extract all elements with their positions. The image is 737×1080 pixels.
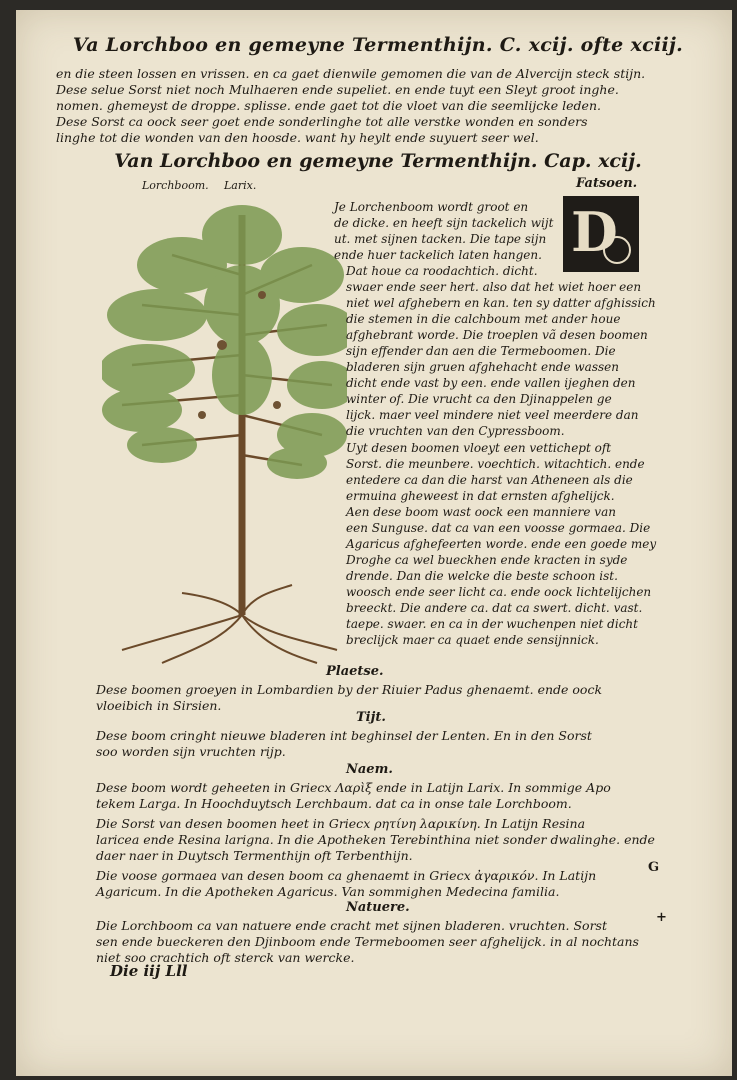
intro-line: nomen. ghemeyst de droppe. splisse. ende gaet tot die vloet van die seemlijcke leden. [56, 98, 601, 113]
body-line: ermuina gheweest in dat ernsten afghelijck. [346, 489, 615, 503]
body-line: Droghe ca wel bueckhen ende kracten in syde [346, 553, 628, 567]
body-line: niet soo crachtich oft sterck van wercke. [96, 950, 355, 965]
body-line: Aen dese boom wast oock een manniere van [346, 505, 616, 519]
body-line: swaer ende seer hert. also dat het wiet hoer een [346, 280, 642, 294]
body-line: Dese boom wordt geheeten in Griecx Λαρὶξ ende in Latijn Larix. In sommige Apo [96, 780, 611, 795]
body-line: ende huer tackelich laten hangen. [334, 248, 542, 262]
body-line: woosch ende seer licht ca. ende oock lichtelijchen [346, 585, 652, 599]
body-line: een Sunguse. dat ca van een voosse gormaea. Die [346, 521, 651, 535]
larch-tree-illustration [102, 195, 347, 665]
body-line: lijck. maer veel mindere niet veel meerdere dan [346, 408, 639, 422]
section-naem: Naem. [346, 762, 393, 777]
body-line: Die voose gormaea van desen boom ca ghenaemt in Griecx ἀγαρικόν. In Latijn [96, 868, 597, 883]
body-line: breclijck maer ca quaet ende sensijnnick. [346, 633, 599, 647]
section-tijt: Tijt. [356, 710, 386, 725]
intro-line: Dese selue Sorst niet noch Mulhaeren ende supeliet. en ende tuyt een Sleyt groot inghe. [56, 82, 619, 97]
body-line: breeckt. Die andere ca. dat ca swert. dicht. vast. [346, 601, 643, 615]
body-line: Sorst. die meunbere. voechtich. witachtich. ende [346, 457, 645, 471]
body-line: tekem Larga. In Hoochduytsch Lerchbaum. dat ca in onse tale Lorchboom. [96, 796, 572, 811]
body-line: vloeibich in Sirsien. [96, 698, 222, 713]
body-line: die stemen in die calchboum met ander houe [346, 312, 621, 326]
body-line: Dese boom cringht nieuwe bladeren int beghinsel der Lenten. En in den Sorst [96, 728, 592, 743]
running-head: Va Lorchboo en gemeyne Termenthijn. C. xcij. ofte xciij. [72, 34, 684, 56]
ornament-icon [603, 236, 631, 264]
body-line: laricea ende Resina larigna. In die Apotheken Terebinthina niet sonder dwalinghe. ende [96, 832, 655, 847]
body-line: afghebrant worde. Die troeplen vã desen boomen [346, 328, 648, 342]
section-fatsoen: Fatsoen. [576, 176, 638, 191]
body-line: daer naer in Duytsch Termenthijn oft Terbenthijn. [96, 848, 413, 863]
body-line: de dicke. en heeft sijn tackelich wijt [334, 216, 554, 230]
intro-line: en die steen lossen en vrissen. en ca gaet dienwile gemomen die van de Alvercijn steck stijn. [56, 66, 646, 81]
body-line: taepe. swaer. en ca in der wuchenpen niet dicht [346, 617, 638, 631]
section-natuere: Natuere. [346, 900, 410, 915]
body-line: drende. Dan die welcke die beste schoon ist. [346, 569, 618, 583]
initial-letter: D [571, 200, 618, 264]
intro-line: Dese Sorst ca oock seer goet ende sonderlinghe tot alle verstke wonden en sonders [56, 114, 588, 129]
body-line: sen ende bueckeren den Djinboom ende Termeboomen seer afghelijck. in al nochtans [96, 934, 639, 949]
intro-line: linghe tot die wonden van den hoosde. want hy heylt ende suyuert seer wel. [56, 130, 539, 145]
body-line: Die Sorst van desen boomen heet in Griecx ρητίνη λαρικίνη. In Latijn Resina [96, 816, 586, 831]
margin-mark: + [656, 910, 667, 925]
body-line: Dese boomen groeyen in Lombardien by der Riuier Padus ghenaemt. ende oock [96, 682, 603, 697]
body-line: Uyt desen boomen vloeyt een vettichept oft [346, 441, 612, 455]
page-signature: Die iij Lll [110, 962, 188, 980]
book-page [16, 10, 732, 1076]
latin-name: Larix. [224, 179, 257, 192]
body-line: Die Lorchboom ca van natuere ende cracht met sijnen bladeren. vruchten. Sorst [96, 918, 607, 933]
margin-mark: G [648, 860, 660, 875]
body-line: winter of. Die vrucht ca den Djinappelen ge [346, 392, 612, 406]
body-line: bladeren sijn gruen afghehacht ende wassen [346, 360, 619, 374]
decorated-initial [563, 196, 639, 272]
body-line: die vruchten van den Cypressboom. [346, 424, 565, 438]
section-plaetse: Plaetse. [326, 664, 384, 679]
body-line: Agaricus afghefeerten worde. ende een goede mey [346, 537, 657, 551]
body-line: Je Lorchenboom wordt groot en [334, 200, 529, 214]
body-line: ut. met sijnen tacken. Die tape sijn [334, 232, 547, 246]
body-line: entedere ca dan die harst van Atheneen als die [346, 473, 633, 487]
body-line: dicht ende vast by een. ende vallen ijeghen den [346, 376, 636, 390]
chapter-title: Van Lorchboo en gemeyne Termenthijn. Cap. xcij. [114, 150, 642, 172]
body-line: Dat houe ca roodachtich. dicht. [346, 264, 538, 278]
body-line: niet wel afghebern en kan. ten sy datter afghissich [346, 296, 656, 310]
body-line: sijn effender dan aen die Termeboomen. Die [346, 344, 616, 358]
body-line: soo worden sijn vruchten rijp. [96, 744, 286, 759]
body-line: Agaricum. In die Apotheken Agaricus. Van sommighen Medecina familia. [96, 884, 560, 899]
dutch-name: Lorchboom. [142, 179, 209, 192]
